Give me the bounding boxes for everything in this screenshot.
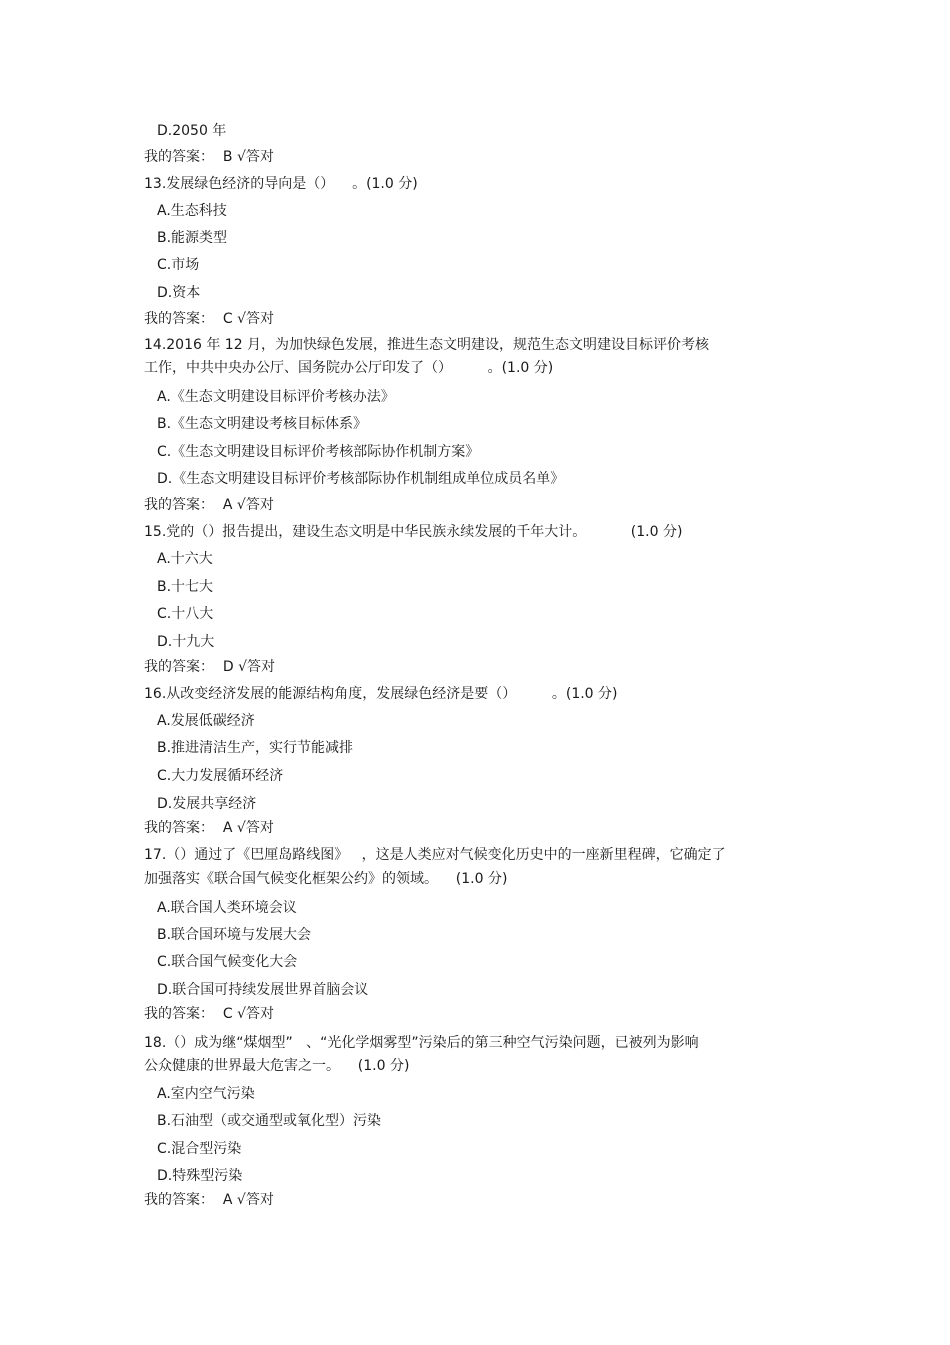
option-a: A.十六大 [157, 551, 213, 567]
option-d: D.联合国可持续发展世界首脑会议 [157, 982, 369, 998]
option-a: A.室内空气污染 [157, 1086, 255, 1102]
option-d: D.2050 年 [157, 123, 227, 139]
question-stem: 16.从改变经济发展的能源结构角度，发展绿色经济是要（） 。(1.0 分) [144, 686, 618, 702]
my-answer: 我的答案： A √答对 [144, 1192, 274, 1208]
option-a: A.生态科技 [157, 203, 227, 219]
my-answer: 我的答案： B √答对 [144, 149, 274, 165]
option-c: C.十八大 [157, 606, 214, 622]
option-b: B.能源类型 [157, 230, 228, 246]
option-b: B.联合国环境与发展大会 [157, 927, 312, 943]
question-stem: 18.（）成为继“煤烟型” 、“光化学烟雾型”污染后的第三种空气污染问题，已被列为影响 [144, 1035, 699, 1051]
question-stem: 工作，中共中央办公厅、国务院办公厅印发了（） 。(1.0 分) [144, 360, 554, 376]
option-d: D.资本 [157, 285, 201, 301]
option-c: C.市场 [157, 257, 200, 273]
question-stem: 17.（）通过了《巴厘岛路线图》 ，这是人类应对气候变化历史中的一座新里程碑，它确定了 [144, 847, 726, 863]
option-c: C.大力发展循环经济 [157, 768, 284, 784]
option-b: B.推进清洁生产，实行节能减排 [157, 740, 354, 756]
my-answer: 我的答案： A √答对 [144, 820, 274, 836]
question-stem: 14.2016 年 12 月，为加快绿色发展，推进生态文明建设，规范生态文明建设目标评价考核 [144, 337, 710, 353]
question-stem: 加强落实《联合国气候变化框架公约》的领域。 (1.0 分) [144, 871, 508, 887]
option-c: C.《生态文明建设目标评价考核部际协作机制方案》 [157, 444, 480, 460]
option-d: D.十九大 [157, 634, 215, 650]
question-stem: 13.发展绿色经济的导向是（） 。(1.0 分) [144, 176, 418, 192]
question-stem: 公众健康的世界最大危害之一。 (1.0 分) [144, 1058, 410, 1074]
option-a: A.联合国人类环境会议 [157, 900, 297, 916]
option-c: C.混合型污染 [157, 1141, 242, 1157]
option-b: B.《生态文明建设考核目标体系》 [157, 416, 368, 432]
question-stem: 15.党的（）报告提出，建设生态文明是中华民族永续发展的千年大计。 (1.0 分) [144, 524, 683, 540]
option-d: D.《生态文明建设目标评价考核部际协作机制组成单位成员名单》 [157, 471, 565, 487]
option-b: B.十七大 [157, 579, 214, 595]
my-answer: 我的答案： C √答对 [144, 1006, 275, 1022]
option-d: D.特殊型污染 [157, 1168, 243, 1184]
my-answer: 我的答案： A √答对 [144, 497, 274, 513]
option-a: A.《生态文明建设目标评价考核办法》 [157, 389, 395, 405]
option-b: B.石油型（或交通型或氧化型）污染 [157, 1113, 382, 1129]
option-d: D.发展共享经济 [157, 796, 257, 812]
option-c: C.联合国气候变化大会 [157, 954, 298, 970]
option-a: A.发展低碳经济 [157, 713, 255, 729]
my-answer: 我的答案： C √答对 [144, 311, 275, 327]
my-answer: 我的答案： D √答对 [144, 659, 276, 675]
